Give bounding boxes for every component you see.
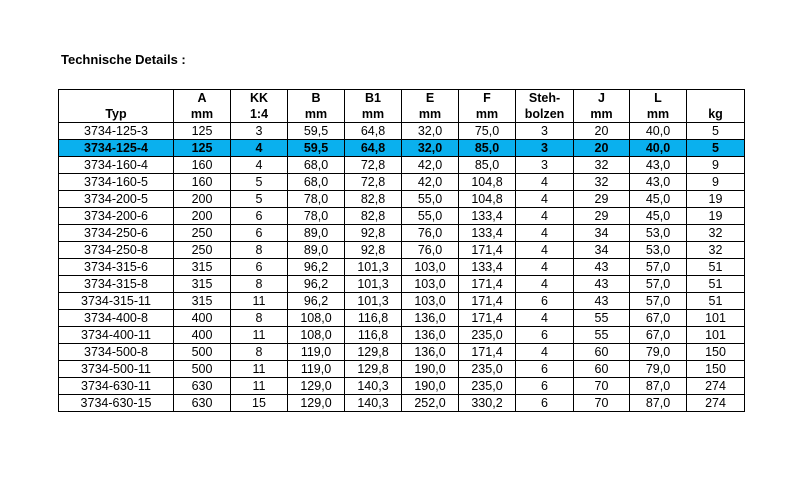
table-cell: 96,2 <box>288 293 345 310</box>
table-cell: 4 <box>516 344 574 361</box>
table-body <box>59 123 745 412</box>
table-cell: 136,0 <box>402 344 459 361</box>
table-cell: 108,0 <box>288 310 345 327</box>
table-header <box>59 90 745 123</box>
table-cell: 3 <box>516 140 574 157</box>
column-header-top: A <box>174 90 231 107</box>
table-cell: 32 <box>687 225 745 242</box>
table-cell: 3734-630-11 <box>59 378 174 395</box>
table-cell: 171,4 <box>459 242 516 259</box>
table-cell: 101,3 <box>345 293 402 310</box>
column-header-top: L <box>630 90 687 107</box>
table-cell: 4 <box>516 208 574 225</box>
table-cell: 119,0 <box>288 344 345 361</box>
column-header-top: B1 <box>345 90 402 107</box>
table-cell: 60 <box>574 361 630 378</box>
table-cell: 3734-250-6 <box>59 225 174 242</box>
table-row <box>59 344 745 361</box>
table-row <box>59 378 745 395</box>
table-cell: 4 <box>516 225 574 242</box>
technical-details-table <box>58 89 745 412</box>
table-cell: 45,0 <box>630 191 687 208</box>
table-cell: 32 <box>574 157 630 174</box>
table-cell: 32,0 <box>402 123 459 140</box>
table-cell: 108,0 <box>288 327 345 344</box>
table-cell: 129,8 <box>345 344 402 361</box>
table-cell: 3 <box>516 157 574 174</box>
column-header-top: KK <box>231 90 288 107</box>
table-cell: 59,5 <box>288 123 345 140</box>
table-cell: 11 <box>231 293 288 310</box>
table-cell: 250 <box>174 225 231 242</box>
table-cell: 4 <box>231 157 288 174</box>
table-cell: 200 <box>174 191 231 208</box>
table-cell: 79,0 <box>630 361 687 378</box>
page-title: Technische Details : <box>61 52 186 67</box>
table-cell: 133,4 <box>459 259 516 276</box>
table-cell: 630 <box>174 395 231 412</box>
table-cell: 32,0 <box>402 140 459 157</box>
table-cell: 85,0 <box>459 157 516 174</box>
table-cell: 92,8 <box>345 225 402 242</box>
table-cell: 104,8 <box>459 191 516 208</box>
table-row <box>59 310 745 327</box>
column-header-top: Steh- <box>516 90 574 107</box>
table-cell: 6 <box>516 327 574 344</box>
table-cell: 42,0 <box>402 174 459 191</box>
table-cell: 171,4 <box>459 276 516 293</box>
table-cell: 125 <box>174 140 231 157</box>
table-cell: 315 <box>174 259 231 276</box>
table-cell: 57,0 <box>630 276 687 293</box>
table-cell: 160 <box>174 157 231 174</box>
table-cell: 55,0 <box>402 208 459 225</box>
table-row <box>59 395 745 412</box>
column-header-top: E <box>402 90 459 107</box>
table-cell: 8 <box>231 310 288 327</box>
table-cell: 5 <box>231 191 288 208</box>
table-cell: 3734-125-3 <box>59 123 174 140</box>
table-cell: 116,8 <box>345 310 402 327</box>
table-cell: 330,2 <box>459 395 516 412</box>
table-row <box>59 242 745 259</box>
table-cell: 78,0 <box>288 191 345 208</box>
table-cell: 3734-315-11 <box>59 293 174 310</box>
table-cell: 3734-160-4 <box>59 157 174 174</box>
table-cell: 250 <box>174 242 231 259</box>
table-cell: 53,0 <box>630 242 687 259</box>
table-cell: 3734-315-6 <box>59 259 174 276</box>
table-row <box>59 327 745 344</box>
table-cell: 96,2 <box>288 276 345 293</box>
table-cell: 8 <box>231 344 288 361</box>
table-row <box>59 225 745 242</box>
table-row <box>59 361 745 378</box>
table-cell: 133,4 <box>459 225 516 242</box>
table-cell: 5 <box>687 123 745 140</box>
table-row <box>59 174 745 191</box>
table-cell: 136,0 <box>402 310 459 327</box>
table-cell: 43 <box>574 276 630 293</box>
column-header-bottom: mm <box>630 106 687 123</box>
table-cell: 42,0 <box>402 157 459 174</box>
table-cell: 89,0 <box>288 225 345 242</box>
table-cell: 29 <box>574 208 630 225</box>
table-cell: 82,8 <box>345 191 402 208</box>
table-cell: 34 <box>574 242 630 259</box>
table-cell: 20 <box>574 123 630 140</box>
table-cell: 87,0 <box>630 395 687 412</box>
table-cell: 57,0 <box>630 293 687 310</box>
table-cell: 136,0 <box>402 327 459 344</box>
table-row <box>59 157 745 174</box>
table-cell: 11 <box>231 327 288 344</box>
table-row-highlighted <box>59 140 745 157</box>
table-cell: 68,0 <box>288 174 345 191</box>
table-cell: 103,0 <box>402 276 459 293</box>
table-cell: 235,0 <box>459 361 516 378</box>
table-cell: 150 <box>687 344 745 361</box>
table-cell: 9 <box>687 157 745 174</box>
column-header-bottom: kg <box>687 106 745 123</box>
table-cell: 200 <box>174 208 231 225</box>
table-cell: 79,0 <box>630 344 687 361</box>
table-cell: 3734-160-5 <box>59 174 174 191</box>
table-cell: 60 <box>574 344 630 361</box>
table-row <box>59 276 745 293</box>
table-cell: 87,0 <box>630 378 687 395</box>
table-cell: 55,0 <box>402 191 459 208</box>
table-cell: 85,0 <box>459 140 516 157</box>
table-cell: 116,8 <box>345 327 402 344</box>
table-cell: 82,8 <box>345 208 402 225</box>
table-cell: 140,3 <box>345 395 402 412</box>
table-cell: 40,0 <box>630 140 687 157</box>
table-cell: 3734-500-8 <box>59 344 174 361</box>
table-cell: 3734-630-15 <box>59 395 174 412</box>
table-cell: 57,0 <box>630 259 687 276</box>
table-cell: 6 <box>231 225 288 242</box>
table-cell: 70 <box>574 378 630 395</box>
table-cell: 11 <box>231 361 288 378</box>
table-cell: 75,0 <box>459 123 516 140</box>
table-cell: 72,8 <box>345 174 402 191</box>
table-cell: 4 <box>231 140 288 157</box>
table-cell: 19 <box>687 191 745 208</box>
column-header-bottom: mm <box>402 106 459 123</box>
table-cell: 3 <box>516 123 574 140</box>
table-cell: 3734-400-11 <box>59 327 174 344</box>
column-header-bottom: mm <box>574 106 630 123</box>
table-cell: 103,0 <box>402 259 459 276</box>
table-cell: 119,0 <box>288 361 345 378</box>
table-cell: 500 <box>174 344 231 361</box>
table-cell: 6 <box>516 395 574 412</box>
table-cell: 101,3 <box>345 259 402 276</box>
column-header-bottom: bolzen <box>516 106 574 123</box>
table-cell: 8 <box>231 242 288 259</box>
column-header-top: F <box>459 90 516 107</box>
table-cell: 67,0 <box>630 310 687 327</box>
table-cell: 34 <box>574 225 630 242</box>
table-cell: 32 <box>574 174 630 191</box>
table-cell: 3734-500-11 <box>59 361 174 378</box>
table-cell: 15 <box>231 395 288 412</box>
table-row <box>59 293 745 310</box>
table-cell: 67,0 <box>630 327 687 344</box>
table-cell: 6 <box>516 361 574 378</box>
column-header-bottom: mm <box>459 106 516 123</box>
table-cell: 51 <box>687 259 745 276</box>
table-cell: 4 <box>516 242 574 259</box>
table-cell: 9 <box>687 174 745 191</box>
table-cell: 274 <box>687 378 745 395</box>
table-cell: 19 <box>687 208 745 225</box>
column-header-bottom: mm <box>174 106 231 123</box>
table-row <box>59 191 745 208</box>
table-row <box>59 259 745 276</box>
table-cell: 92,8 <box>345 242 402 259</box>
table-cell: 4 <box>516 276 574 293</box>
table-cell: 500 <box>174 361 231 378</box>
table-cell: 101 <box>687 310 745 327</box>
table-cell: 235,0 <box>459 378 516 395</box>
column-header-top <box>687 90 745 107</box>
table-cell: 104,8 <box>459 174 516 191</box>
table-cell: 103,0 <box>402 293 459 310</box>
table-cell: 190,0 <box>402 361 459 378</box>
table-cell: 51 <box>687 293 745 310</box>
column-header-top: J <box>574 90 630 107</box>
table-cell: 235,0 <box>459 327 516 344</box>
table-cell: 96,2 <box>288 259 345 276</box>
table-cell: 3734-315-8 <box>59 276 174 293</box>
table-cell: 171,4 <box>459 293 516 310</box>
table-cell: 64,8 <box>345 140 402 157</box>
table-cell: 70 <box>574 395 630 412</box>
table-cell: 400 <box>174 310 231 327</box>
table-cell: 101,3 <box>345 276 402 293</box>
table-cell: 64,8 <box>345 123 402 140</box>
table-cell: 5 <box>231 174 288 191</box>
table-cell: 68,0 <box>288 157 345 174</box>
table-cell: 125 <box>174 123 231 140</box>
table-cell: 55 <box>574 327 630 344</box>
table-cell: 5 <box>687 140 745 157</box>
table-cell: 20 <box>574 140 630 157</box>
table-cell: 400 <box>174 327 231 344</box>
table-cell: 40,0 <box>630 123 687 140</box>
table-cell: 252,0 <box>402 395 459 412</box>
table-row <box>59 123 745 140</box>
table-cell: 630 <box>174 378 231 395</box>
table-row <box>59 208 745 225</box>
table-cell: 76,0 <box>402 242 459 259</box>
table-cell: 3734-200-6 <box>59 208 174 225</box>
table-cell: 43 <box>574 293 630 310</box>
table-cell: 129,0 <box>288 378 345 395</box>
table-cell: 3 <box>231 123 288 140</box>
table-cell: 78,0 <box>288 208 345 225</box>
table-cell: 129,8 <box>345 361 402 378</box>
table-cell: 43,0 <box>630 157 687 174</box>
table-cell: 171,4 <box>459 310 516 327</box>
table-cell: 29 <box>574 191 630 208</box>
table-cell: 6 <box>231 208 288 225</box>
table-cell: 4 <box>516 191 574 208</box>
table-cell: 4 <box>516 174 574 191</box>
table-cell: 171,4 <box>459 344 516 361</box>
table-cell: 6 <box>516 293 574 310</box>
table-cell: 3734-400-8 <box>59 310 174 327</box>
table-cell: 274 <box>687 395 745 412</box>
table-cell: 43 <box>574 259 630 276</box>
column-header-top <box>59 90 174 107</box>
table-cell: 3734-125-4 <box>59 140 174 157</box>
table-cell: 51 <box>687 276 745 293</box>
table-cell: 55 <box>574 310 630 327</box>
table-cell: 89,0 <box>288 242 345 259</box>
table-cell: 3734-250-8 <box>59 242 174 259</box>
table-cell: 11 <box>231 378 288 395</box>
table-cell: 4 <box>516 259 574 276</box>
table-cell: 101 <box>687 327 745 344</box>
column-header-bottom: 1:4 <box>231 106 288 123</box>
table-cell: 43,0 <box>630 174 687 191</box>
table-cell: 4 <box>516 310 574 327</box>
table-cell: 190,0 <box>402 378 459 395</box>
table-cell: 315 <box>174 276 231 293</box>
table-cell: 32 <box>687 242 745 259</box>
table-cell: 3734-200-5 <box>59 191 174 208</box>
table-cell: 6 <box>231 259 288 276</box>
column-header-bottom: mm <box>288 106 345 123</box>
table-cell: 315 <box>174 293 231 310</box>
table-cell: 129,0 <box>288 395 345 412</box>
table-cell: 140,3 <box>345 378 402 395</box>
table-cell: 8 <box>231 276 288 293</box>
column-header-top: B <box>288 90 345 107</box>
column-header-bottom: mm <box>345 106 402 123</box>
table-cell: 59,5 <box>288 140 345 157</box>
table-cell: 76,0 <box>402 225 459 242</box>
column-header-bottom: Typ <box>59 106 174 123</box>
table-cell: 160 <box>174 174 231 191</box>
table-cell: 53,0 <box>630 225 687 242</box>
table-cell: 150 <box>687 361 745 378</box>
table-cell: 6 <box>516 378 574 395</box>
table-cell: 133,4 <box>459 208 516 225</box>
table-cell: 45,0 <box>630 208 687 225</box>
table-cell: 72,8 <box>345 157 402 174</box>
